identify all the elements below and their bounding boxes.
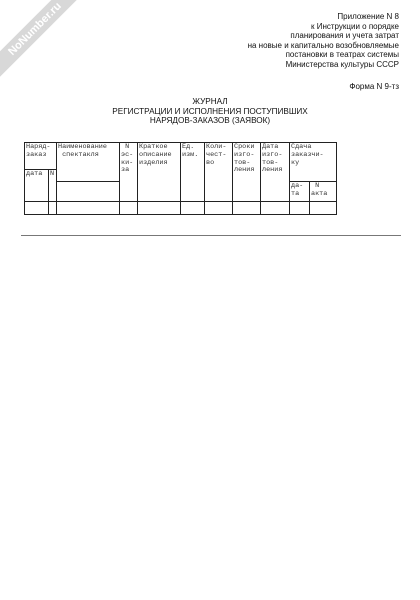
col-unit: Ед. изм. — [181, 143, 205, 202]
col-quantity: Коли- чест- во — [205, 143, 233, 202]
col-order-date: дата — [25, 170, 49, 202]
watermark: NoNumber.ru — [0, 0, 87, 81]
appendix-line: постановки в театрах системы — [285, 50, 399, 59]
col-show-name: Наименование спектакля — [57, 143, 120, 182]
title-line: НАРЯДОВ-ЗАКАЗОВ (ЗАЯВОК) — [149, 116, 271, 125]
cell — [205, 202, 233, 215]
col-order-num: N — [49, 170, 57, 202]
appendix-header — [248, 12, 399, 69]
table-row — [25, 202, 337, 215]
appendix-line: к Инструкции о порядке — [310, 21, 399, 31]
col-order: Наряд- заказ — [25, 143, 57, 170]
col-handover-act: N акта — [310, 182, 337, 202]
cell — [290, 202, 310, 215]
col-show-name-sub — [57, 182, 120, 202]
appendix-line: планирования и учета затрат — [290, 31, 399, 40]
cell — [25, 202, 49, 215]
col-deadlines: Сроки изго- тов- ления — [233, 143, 261, 202]
cell — [49, 202, 57, 215]
cell — [57, 202, 120, 215]
cell — [261, 202, 290, 215]
page-divider — [21, 235, 401, 236]
cell — [120, 202, 138, 215]
journal-table — [24, 142, 337, 215]
col-description: Краткое описание изделия — [138, 143, 181, 202]
col-sketch-num: N эс- ки- за — [120, 143, 138, 202]
form-code: Форма N 9-тз — [349, 82, 399, 91]
cell — [310, 202, 337, 215]
appendix-line: на новые и капитально возобновляемые — [247, 40, 399, 50]
col-mfg-date: Дата изго- тов- ления — [261, 143, 290, 202]
appendix-line: Министерства культуры СССР — [285, 59, 399, 69]
title-line: ЖУРНАЛ — [192, 97, 228, 106]
title-line: РЕГИСТРАЦИИ И ИСПОЛНЕНИЯ ПОСТУПИВШИХ — [112, 106, 308, 116]
appendix-line: Приложение N 8 — [337, 12, 399, 21]
cell — [181, 202, 205, 215]
cell — [138, 202, 181, 215]
document-title — [90, 97, 330, 126]
cell — [233, 202, 261, 215]
col-handover-date: да- та — [290, 182, 310, 202]
col-handover: Сдача заказчи- ку — [290, 143, 337, 182]
